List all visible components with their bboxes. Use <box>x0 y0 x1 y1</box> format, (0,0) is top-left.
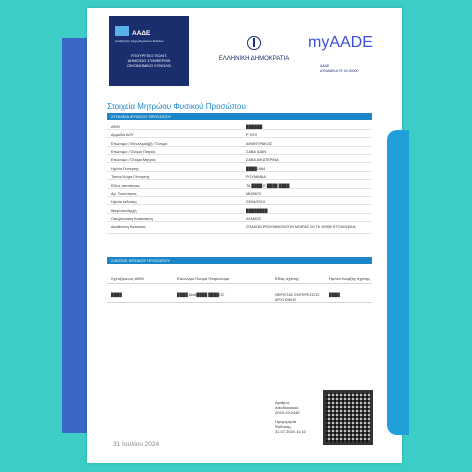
field-label: Ιθαγένεια/Αρχή <box>111 208 137 213</box>
cell: ████ <box>329 293 340 297</box>
field-value: ██████ <box>246 124 263 129</box>
section-header: ΣΤΟΙΧΕΙΑ ΦΥΣΙΚΟΥ ΠΡΟΣΩΠΟΥ <box>107 113 372 120</box>
myaade-logo: myAADE <box>308 34 373 51</box>
header-line: ΔΗΜΟΣΙΟ ΣΥΜΦΕΡΟΝ <box>127 58 171 64</box>
qr-code-icon <box>323 390 373 445</box>
field-value: ΔΗΜΗΤΡΑΚΟΣ <box>246 141 273 146</box>
field-label: Επώνυμο / Επωνυμία(β) / Όνομα <box>111 141 167 146</box>
cyan-side-tab <box>387 130 409 435</box>
hellenic-label: ΕΛΛΗΝΙΚΗ ΔΗΜΟΚΡΑΤΙΑ <box>218 56 290 62</box>
field-value: ΑΓΑΜΟΣ <box>246 216 262 221</box>
field-value: ████1984 <box>246 166 266 171</box>
field-value: Ρ ΧΧΧ <box>246 132 258 137</box>
field-label: Επώνυμο / Όνομα Πατρός <box>111 149 156 154</box>
field-label: Είδος ταυτότητας <box>111 183 140 188</box>
table-row <box>107 222 372 234</box>
cell: ████ ΑΝΑ████ ████ΟΣ <box>177 293 225 297</box>
field-label: Ημ/νία Γέννησης <box>111 166 139 171</box>
field-value: ΣΑΒΑ ΙΩΑΝ <box>246 149 266 154</box>
field-value: ΡΟΥΜΑΝΙΑ <box>246 174 266 179</box>
aade-header-block <box>109 16 189 86</box>
header-line: ΥΠΟΥΡΓΕΙΟ ΠΟΛΙΤ. <box>130 53 168 59</box>
relations-header <box>107 272 372 284</box>
header-line: ΟΙΚΟΝΟΜΙΚΟ ΣΥΝΟΛΟ <box>127 63 171 69</box>
small-aade-logo <box>320 64 358 73</box>
emblem-icon <box>247 36 261 50</box>
table-row <box>107 155 372 163</box>
field-label: Οικογενειακή Κατάσταση <box>111 216 153 221</box>
field-label: ΑΦΜ <box>111 124 120 129</box>
field-value: 23/06/2019 <box>246 199 266 204</box>
auth-line: 2024-ΧΧ244Ε <box>275 410 300 415</box>
field-label: Τόπος/Χώρα Γέννησης <box>111 174 150 179</box>
field-label: Επώνυμο / Όνομα Μητρός <box>111 157 156 162</box>
column-header: Ημ/νία έναρξης σχέσης <box>329 276 371 281</box>
field-value: ΣΠΑΚΩΝ ΡΕΘΥΜΝΙΟΝΤΟΝ ΜΟΙΡΑΣ 00 ΤΚ 99999 ΕΤΟΙΧΟΦΑΝ <box>246 224 356 229</box>
aade-name: ΑΑΔΕ <box>132 30 151 37</box>
field-value: ΣΑΒΑ ΑΙΚΑΤΕΡΙΝΑ <box>246 157 279 162</box>
column-header: Σχετιζόμενος ΑΦΜ <box>111 276 144 281</box>
table-row <box>107 130 372 138</box>
auth-line: Ημερομηνία <box>275 419 297 424</box>
field-label: Αρ. Ταυτότητας <box>111 191 137 196</box>
footer-date: 31 Ιουλίου 2024 <box>113 441 160 448</box>
field-value: ΜΙΖ8870 <box>246 191 261 196</box>
small-aade-name: ΑΑΔΕ <box>320 64 330 68</box>
cell: ΘΕΡΙΣΤΑΣ ΕΝΤΕΡΕΣΣΟΣ ΑΡΧΙ ΘΙΚΗΣ <box>275 293 320 302</box>
auth-line: Έκδοσης <box>275 424 292 429</box>
document-title: Στοιχεία Μητρώου Φυσικού Προσώπου <box>107 102 246 111</box>
relations-row <box>107 289 372 303</box>
certificate-info <box>275 400 306 434</box>
section-header: ΣΧΕΣΕΙΣ ΦΥΣΙΚΟΥ ΠΡΟΣΩΠΟΥ <box>107 257 372 264</box>
auth-line: Αριθμός <box>275 400 290 405</box>
document-page <box>87 8 402 463</box>
column-header: Είδος σχέσης <box>275 276 300 281</box>
field-label: Ημ/νία έκδοσης <box>111 199 138 204</box>
table-row <box>107 172 372 180</box>
field-value: ΤΑ ████ Ε ████ ████ <box>246 183 290 188</box>
aade-subtitle: Ανεξάρτητη Αρχή Δημοσίων Εσόδων <box>115 39 164 43</box>
field-value: ████████ <box>246 208 268 213</box>
auth-line: 31.07.2024 11:10 <box>275 429 306 434</box>
field-label: Διεύθυνση Κατοικίας <box>111 224 146 229</box>
cell: ████ <box>111 293 122 297</box>
field-label: Αρμόδια ΔΟΥ <box>111 132 134 137</box>
small-aade-code: ΔΥΝΑΜΙΚΑ ΓΕ 00.00000 <box>320 68 359 73</box>
auth-line: Αποδεικτικού <box>275 405 299 410</box>
table-row <box>107 197 372 205</box>
hellenic-republic <box>199 36 309 62</box>
column-header: Επώνυμο Όνομα Πατρώνυμο <box>177 276 230 281</box>
aade-logo-icon <box>115 26 129 36</box>
